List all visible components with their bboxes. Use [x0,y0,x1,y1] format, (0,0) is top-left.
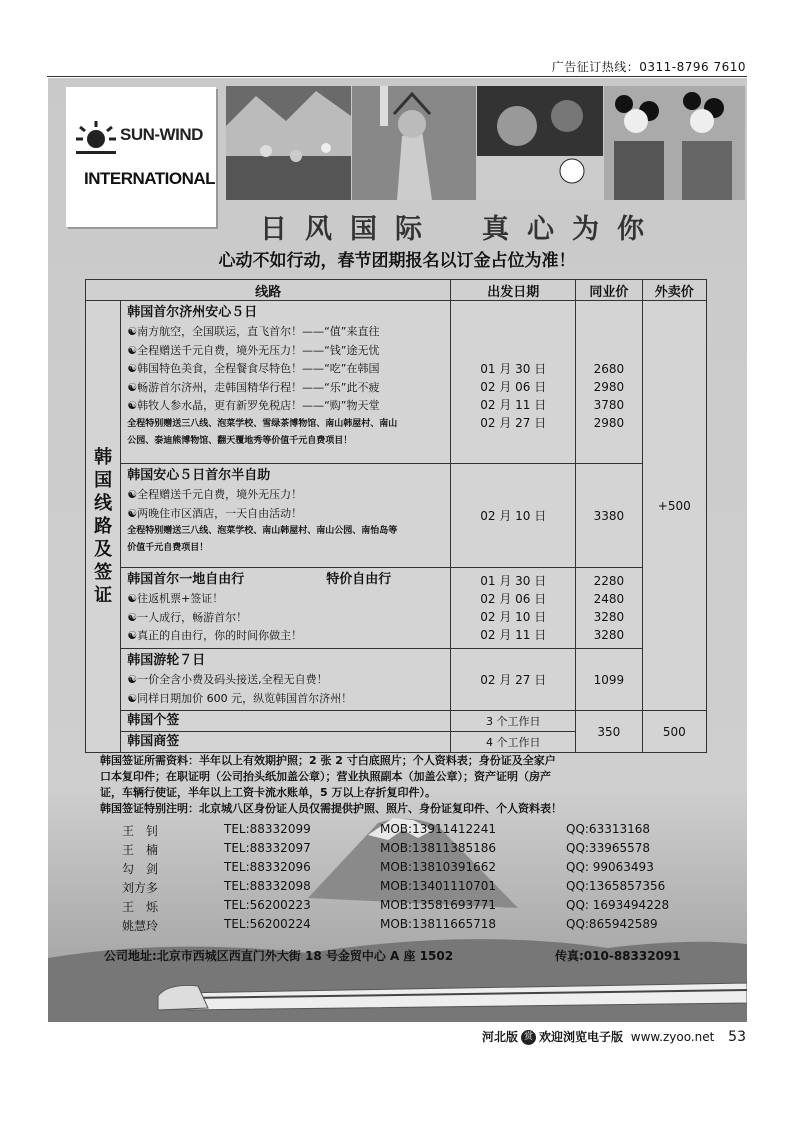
departure-date: 02 月 27 日 [480,416,547,430]
departure-date: 02 月 06 日 [480,380,547,394]
route-note: 公园、泰迪熊博物馆、翻天覆地秀等价值千元自费项目！ [127,435,353,446]
table-row [86,301,707,464]
footer-text: 欢迎浏览电子版 [538,1030,623,1044]
contact-name: 勾 剑 [122,862,159,876]
visa-period: 3 个工作日 [451,711,576,732]
contact-name: 王 楠 [122,843,159,857]
page-number: 53 [728,1029,746,1045]
visa-individual: 韩国个签 [121,711,451,732]
contact-row [122,860,682,879]
route-feature: ☯往返机票+签证！ [127,592,224,605]
logo-line2: INTERNATIONAL [84,169,216,188]
route-seoul-semi-free [121,464,451,568]
contact-row [122,841,682,860]
slogan-part2: 真心为你 [482,214,662,245]
route-note: 全程特别赠送三八线、泡菜学校、雪绿茶博物馆、南山韩屋村、南山 [127,418,398,429]
table-row [86,649,707,711]
contact-name: 姚慧玲 [122,919,159,933]
side-label [86,301,121,753]
slogan-part1: 日风国际 [260,214,440,245]
contact-mob: MOB:13810391662 [380,860,497,874]
footer-badge-icon: 赏 [521,1030,536,1045]
contact-row [122,822,682,841]
contact-mob: MOB:13911412241 [380,822,497,836]
retail-markup: +500 [642,301,706,711]
header-route: 线路 [86,280,451,301]
route-title: 韩国安心５日首尔半自助 [127,468,271,483]
contact-row [122,879,682,898]
trade-price: 3780 [593,398,625,412]
trade-price: 2280 [593,574,625,588]
departure-date: 02 月 06 日 [480,592,547,606]
sun-wind-logo [66,87,216,227]
route-feature: ☯一价全含小费及码头接送,全程无自费！ [127,673,328,686]
route-title [127,570,444,590]
departure-date: 01 月 30 日 [480,574,547,588]
trade-price: 3280 [593,610,625,624]
contact-name: 王 烁 [122,900,159,914]
departure-dates [451,568,576,649]
trade-price: 2980 [593,380,625,394]
visa-business: 韩国商签 [121,732,451,753]
contact-mob: MOB:13581693771 [380,898,497,912]
departure-date: 02 月 10 日 [480,610,547,624]
page-footer [482,1028,746,1045]
contact-row [122,898,682,917]
side-label-text: 韩国线路及签证 [94,447,113,606]
route-feature: ☯全程赠送千元自费，境外无压力！ [127,488,303,501]
contact-row [122,917,682,936]
slogan [260,207,704,246]
requirement-line: 证，车辆行使证，半年以上工资卡流水账单，5 万以上存折复印件）。 [100,786,436,799]
table-row [86,464,707,568]
departure-dates [451,301,576,464]
route-cruise-7day [121,649,451,711]
visa-retail-price: 500 [642,711,706,753]
requirement-line: 韩国签证所需资料：半年以上有效期护照；2 张 2 寸白底照片；个人资料表；身份证及全家户 [100,754,556,767]
contact-name: 王 钊 [122,824,159,838]
contact-tel: TEL:88332098 [224,879,311,893]
contact-qq: QQ:1365857356 [566,879,666,893]
route-feature: ☯韩国特色美食，全程餐食尽特色！——“吃”在韩国 [127,362,380,375]
table-header-row [86,280,707,301]
departure-date: 02 月 11 日 [480,628,547,642]
requirement-line: 韩国签证特别注明：北京城八区身份证人员仅需提供护照、照片、身份证复印件、个人资料表！ [100,802,562,815]
route-feature: ☯畅游首尔济州，走韩国精华行程！——“乐”此不疲 [127,380,380,394]
headline: 心动不如行动，春节团期报名以订金占位为准！ [218,251,576,271]
contact-mob: MOB:13401110701 [380,879,497,893]
contact-mob: MOB:13811665718 [380,917,497,931]
photo-hot-spring [226,86,351,200]
route-seoul-free [121,568,451,649]
route-feature: ☯同样日期加价 600 元，纵览韩国首尔济州！ [127,691,353,705]
contact-qq: QQ:33965578 [566,841,651,855]
route-feature: ☯韩牧人参水晶，更有新罗免税店！——“购”物天堂 [127,399,380,412]
visa-trade-price: 350 [576,711,642,753]
route-title: 韩国首尔济州安心５日 [127,305,258,320]
trade-price: 3280 [593,628,625,642]
photo-korean-festival [477,86,603,200]
route-feature: ☯两晚住市区酒店，一天自由活动！ [127,506,303,520]
contact-tel: TEL:56200223 [224,898,311,912]
departure-date: 02 月 27 日 [451,649,576,711]
contact-qq: QQ: 99063493 [566,860,654,874]
contact-qq: QQ: 1693494228 [566,898,670,912]
route-feature: ☯全程赠送千元自费，境外无压力！——“钱”途无忧 [127,343,380,357]
ad-hotline: 广告征订热线：0311-8796 7610 [551,60,746,74]
route-title-text: 韩国首尔一地自由行 [127,572,245,587]
contact-qq: QQ:63313168 [566,822,651,836]
contact-tel: TEL:88332099 [224,822,311,836]
route-jeju-5day [121,301,451,464]
trade-prices [576,568,642,649]
contact-qq: QQ:865942589 [566,917,658,931]
sun-icon [66,87,216,227]
visa-period: 4 个工作日 [451,732,576,753]
route-feature: ☯南方航空，全国联运，直飞首尔！——“值”来直往 [127,325,380,338]
trade-price: 2980 [593,416,625,430]
route-note: 价值千元自费项目！ [127,543,209,553]
contact-tel: TEL:88332096 [224,860,311,874]
photo-statue-of-liberty [352,86,476,200]
visa-requirements [100,753,700,817]
header-date: 出发日期 [451,280,576,301]
footer-url[interactable]: www.zyoo.net [630,1030,715,1044]
trade-price: 2480 [593,592,625,606]
header-trade-price: 同业价 [576,280,642,301]
trade-price: 2680 [593,362,625,376]
trade-price: 1099 [576,649,642,711]
table-row [86,711,707,732]
footer-edition: 河北版 [481,1030,518,1044]
company-address: 公司地址:北京市西城区西直门外大街 18 号金贸中心 A 座 1502 [104,949,454,963]
header-retail-price: 外卖价 [642,280,706,301]
company-fax: 传真:010-88332091 [555,949,681,963]
trade-price: 3380 [576,464,642,568]
table-row [86,568,707,649]
contact-list [122,822,682,936]
contact-tel: TEL:88332097 [224,841,311,855]
departure-date: 02 月 10 日 [451,464,576,568]
logo-line1: SUN-WIND [120,125,203,144]
top-divider [47,76,747,77]
route-price-table [85,279,707,753]
departure-date: 01 月 30 日 [480,362,547,376]
departure-date: 02 月 11 日 [480,398,547,412]
route-tag: 特价自由行 [326,572,392,587]
route-feature: ☯一人成行，畅游首尔！ [127,610,248,624]
photo-mickey-minnie [604,86,745,200]
contact-mob: MOB:13811385186 [380,841,497,855]
contact-tel: TEL:56200224 [224,917,311,931]
contact-name: 刘方多 [122,881,159,895]
trade-prices [576,301,642,464]
route-title: 韩国游轮７日 [127,653,206,668]
route-feature: ☯真正的自由行，你的时间你做主！ [127,629,303,642]
requirement-line: 口本复印件；在职证明（公司抬头纸加盖公章）；营业执照副本（加盖公章）；资产证明（房产 [100,770,551,783]
route-note: 全程特别赠送三八线、泡菜学校、南山韩屋村、南山公园、南怡岛等 [127,526,398,536]
